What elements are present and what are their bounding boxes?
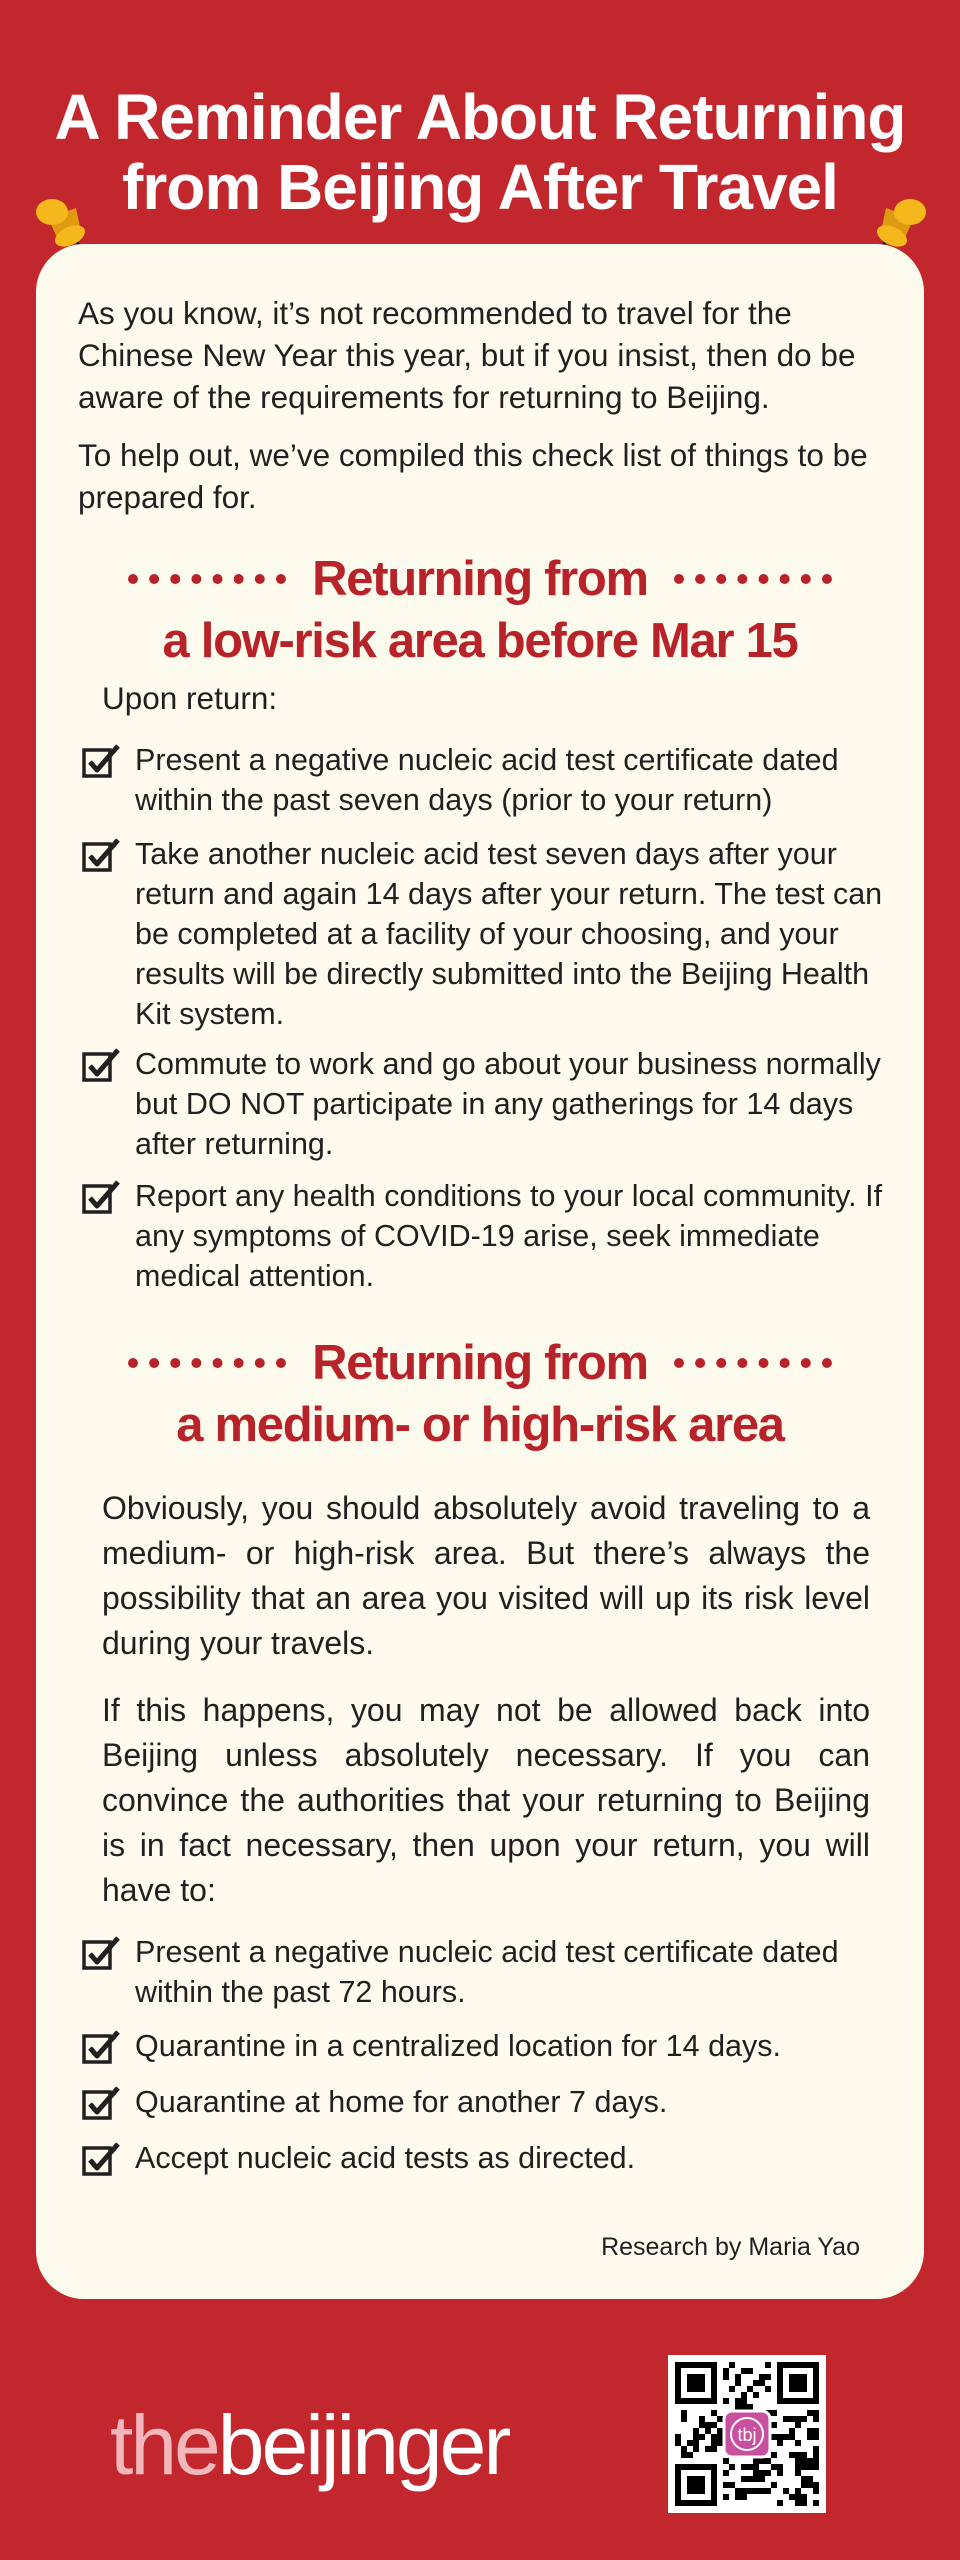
checklist-item-text: Present a negative nucleic acid test certificate dated within the past seven days (prior to your return) [135, 743, 839, 817]
dotted-rule [128, 1358, 286, 1368]
section-heading-high-risk [60, 1332, 900, 1456]
section-heading-line1: Returning from [312, 552, 648, 606]
checklist-item-text: Report any health conditions to your local community. If any symptoms of COVID-19 arise, seek immediate medical attention. [135, 1179, 883, 1293]
qr-code [668, 2355, 826, 2513]
checklist-item-text: Quarantine at home for another 7 days. [135, 2085, 668, 2119]
checkbox-checked-icon [82, 1048, 120, 1082]
dotted-rule [674, 1358, 832, 1368]
checklist-item-text: Quarantine in a centralized location for 14 days. [135, 2029, 781, 2063]
checkbox-checked-icon [82, 2030, 120, 2064]
checkbox-checked-icon [82, 2086, 120, 2120]
checkbox-checked-icon [82, 744, 120, 778]
checklist-item-text: Commute to work and go about your business normally but DO NOT participate in any gatherings for 14 days after returning. [135, 1047, 881, 1161]
checkbox-checked-icon [82, 838, 120, 872]
page-title-line2: from Beijing After Travel [122, 151, 838, 223]
qr-badge-text: tbj [737, 2425, 757, 2445]
section-heading-line1: Returning from [312, 1336, 648, 1390]
checkbox-checked-icon [82, 1180, 120, 1214]
upon-return-label: Upon return: [102, 680, 278, 716]
logo-beijinger: beijinger [217, 2398, 509, 2492]
page-title-line1: A Reminder About Returning [54, 81, 906, 153]
checkbox-checked-icon [82, 2142, 120, 2176]
section-heading-line2: a medium- or high-risk area [176, 1398, 784, 1452]
high-risk-paragraph-1: Obviously, you should absolutely avoid traveling to a medium- or high-risk area. But there’s always the possibility that an area you visited will up its risk level during your travels. [102, 1490, 870, 1661]
section-heading-low-risk [60, 548, 900, 672]
dotted-rule [674, 574, 832, 584]
thebeijinger-logo [110, 2395, 508, 2495]
qr-code-icon [668, 2355, 826, 2513]
checklist-item-text: Take another nucleic acid test seven days after your return and again 14 days after your return. The test can be completed at a facility of your choosing, and your results will be directly submitted into the Beijing Health Kit system. [135, 837, 883, 1031]
section-heading-line2: a low-risk area before Mar 15 [162, 614, 798, 668]
high-risk-paragraph-2: If this happens, you may not be allowed back into Beijing unless absolutely necessary. If you can convince the authorities that your returning to Beijing is in fact necessary, then upon your return, you will have to: [102, 1692, 870, 1908]
intro-paragraph-2: To help out, we’ve compiled this check list of things to be prepared for. [78, 437, 868, 515]
checklist-item-text: Accept nucleic acid tests as directed. [135, 2141, 636, 2175]
page-title [0, 82, 960, 222]
intro-paragraph-1: As you know, it’s not recommended to travel for the Chinese New Year this year, but if you insist, then do be aware of the requirements for returning to Beijing. [78, 295, 856, 415]
logo-the: the [110, 2398, 218, 2492]
checkbox-checked-icon [82, 1936, 120, 1970]
dotted-rule [128, 574, 286, 584]
research-credit: Research by Maria Yao [601, 2233, 860, 2261]
checklist-item-text: Present a negative nucleic acid test certificate dated within the past 72 hours. [135, 1935, 839, 2009]
